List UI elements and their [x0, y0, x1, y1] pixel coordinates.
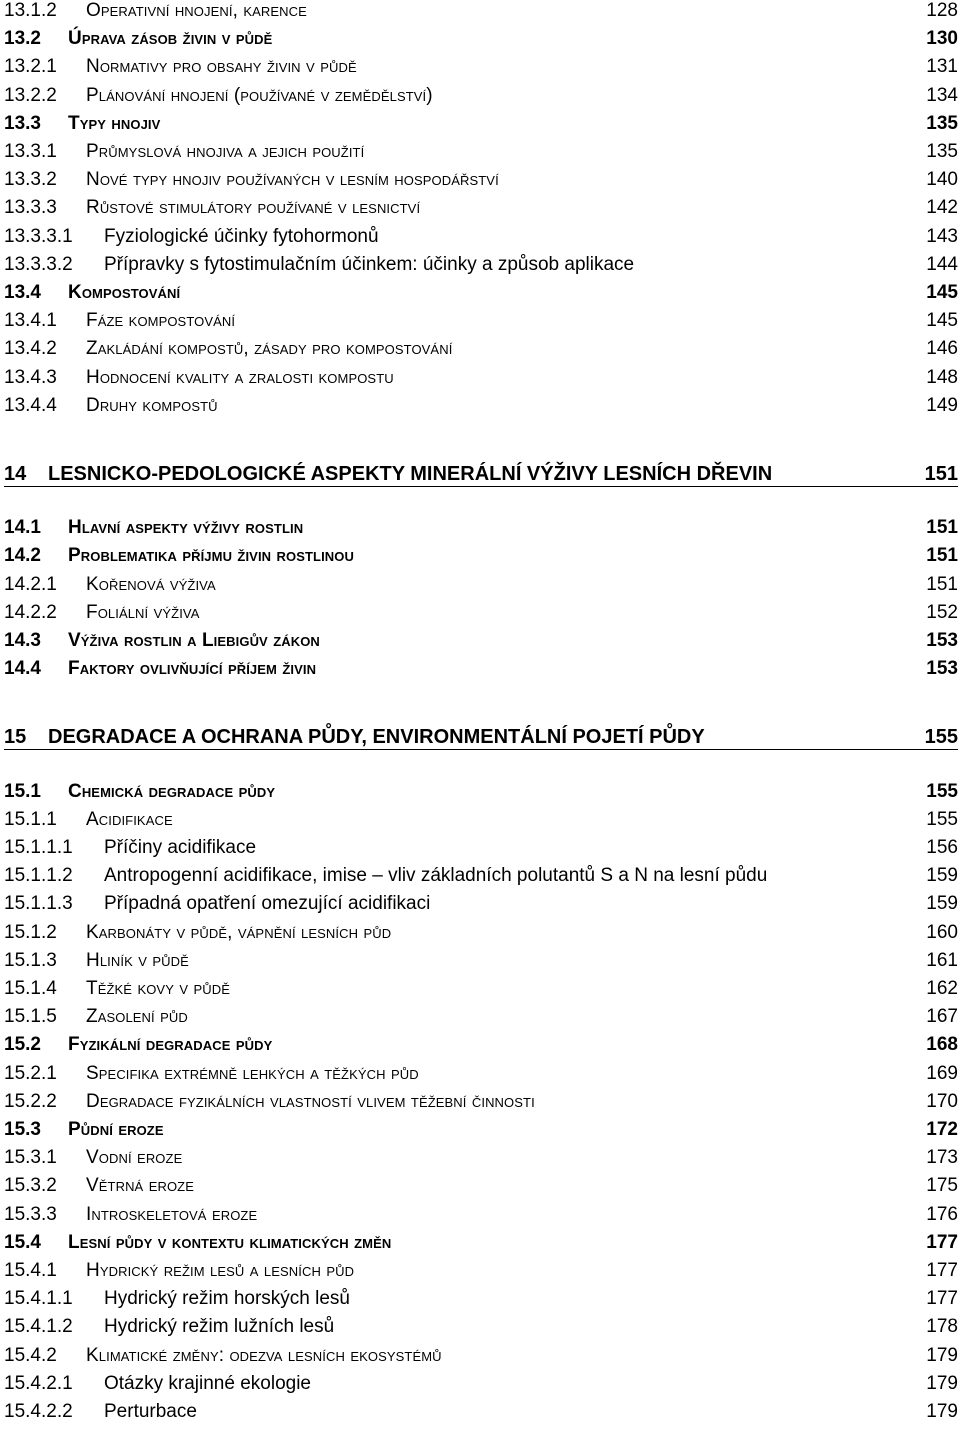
toc-entry[interactable]: [0, 82, 960, 110]
toc-entry[interactable]: [0, 53, 960, 81]
toc-entry-page-number: 135: [926, 141, 958, 162]
toc-entry-title: Těžké kovy v půdě: [86, 978, 231, 999]
toc-entry[interactable]: [0, 1088, 960, 1116]
toc-entry-page-number: 143: [926, 225, 958, 247]
toc-entry-title: Hlavní aspekty výživy rostlin: [68, 517, 304, 539]
toc-entry-number: 15.3.2: [4, 1175, 57, 1197]
toc-entry[interactable]: [0, 778, 960, 806]
toc-entry-number: 14.2: [4, 545, 41, 567]
toc-entry-page-number: 152: [926, 601, 958, 623]
toc-entry-number: 13.2.1: [4, 56, 57, 78]
toc-entry[interactable]: [0, 1201, 960, 1229]
toc-entry[interactable]: [0, 194, 960, 222]
toc-entry[interactable]: [0, 307, 960, 335]
toc-entry-page-number: 151: [926, 517, 958, 539]
toc-entry[interactable]: [0, 251, 960, 279]
toc-entry[interactable]: [0, 335, 960, 363]
toc-entry[interactable]: [0, 655, 960, 683]
toc-entry[interactable]: [0, 0, 960, 25]
toc-entry-title: Antropogenní acidifikace, imise – vliv základních polutantů S a N na lesní půdu: [104, 865, 768, 887]
toc-entry-title: Přípravky s fytostimulačním účinkem: účinky a způsob aplikace: [104, 253, 635, 275]
toc-entry-number: 15.1.4: [4, 978, 57, 999]
toc-entry-number: 15.1.2: [4, 921, 57, 943]
toc-entry[interactable]: [0, 627, 960, 655]
toc-entry-number: 15.4.2: [4, 1344, 57, 1366]
toc-entry-page-number: 151: [924, 463, 958, 485]
toc-entry-number: 15.4: [4, 1231, 41, 1253]
toc-entry-number: 14.2.1: [4, 573, 57, 595]
toc-entry-title: Vodní eroze: [86, 1147, 183, 1169]
toc-entry-title: Hliník v půdě: [86, 949, 189, 971]
toc-entry-number: 15.3.3: [4, 1203, 57, 1225]
toc-entry-title: Plánování hnojení (používané v zemědělství): [86, 84, 433, 106]
toc-entry-page-number: 155: [926, 808, 958, 830]
toc-entry-number: 15.4.1.1: [4, 1288, 73, 1310]
toc-entry-title: Chemická degradace půdy: [68, 780, 276, 802]
toc-entry-title: Kořenová výživa: [86, 573, 216, 595]
toc-entry-number: 15: [4, 726, 27, 749]
toc-entry-title: Karbonáty v půdě, vápnění lesních půd: [86, 921, 392, 943]
toc-entry-page-number: 145: [926, 310, 958, 332]
toc-entry[interactable]: [0, 862, 960, 890]
toc-entry-page-number: 145: [926, 282, 958, 303]
toc-entry-number: 15.1.1.2: [4, 865, 73, 887]
toc-entry-page-number: 153: [926, 658, 958, 680]
toc-entry-page-number: 176: [926, 1203, 958, 1225]
toc-entry-page-number: 155: [924, 726, 958, 749]
toc-entry-title: Průmyslová hnojiva a jejich použití: [86, 141, 365, 162]
toc-entry-page-number: 169: [926, 1062, 958, 1084]
toc-entry-page-number: 173: [926, 1147, 958, 1169]
toc-entry-page-number: 177: [926, 1288, 958, 1310]
toc-entry-title: Hodnocení kvality a zralosti kompostu: [86, 366, 394, 388]
toc-entry-title: Foliální výživa: [86, 601, 200, 623]
toc-entry-title: Případná opatření omezující acidifikaci: [104, 893, 431, 915]
toc-entry-number: 14: [4, 463, 27, 485]
toc-entry-title: Lesní půdy v kontextu klimatických změn: [68, 1231, 392, 1253]
toc-entry-page-number: 155: [926, 780, 958, 802]
toc-entry-title: Otázky krajinné ekologie: [104, 1372, 311, 1394]
toc-entry[interactable]: [0, 1229, 960, 1257]
toc-entry-page-number: 153: [926, 630, 958, 651]
toc-entry-number: 15.3.1: [4, 1147, 57, 1169]
toc-entry[interactable]: [0, 1313, 960, 1341]
toc-entry[interactable]: [0, 1172, 960, 1200]
toc-entry-title: Výživa rostlin a Liebigův zákon: [68, 630, 320, 651]
toc-entry-page-number: 151: [926, 545, 958, 567]
toc-entry-title: Hydrický režim lužních lesů: [104, 1316, 335, 1338]
toc-entry-number: 13.3.3.1: [4, 225, 73, 247]
toc-entry-number: 13.3.3.2: [4, 253, 73, 275]
toc-entry[interactable]: [0, 1060, 960, 1088]
toc-entry-title: Normativy pro obsahy živin v půdě: [86, 56, 357, 78]
toc-entry-number: 15.1.1.3: [4, 893, 73, 915]
toc-entry[interactable]: [0, 834, 960, 862]
toc-entry-number: 13.4.4: [4, 394, 57, 416]
toc-entry-number: 14.2.2: [4, 601, 57, 623]
toc-entry-page-number: 140: [926, 169, 958, 191]
toc-entry-number: 13.1.2: [4, 0, 57, 21]
toc-entry-number: 15.1.1.1: [4, 837, 73, 858]
toc-entry-title: Operativní hnojení, karence: [86, 0, 307, 21]
toc-entry[interactable]: [0, 514, 960, 542]
toc-entry-number: 15.4.1: [4, 1260, 57, 1281]
toc-entry-number: 14.4: [4, 658, 41, 680]
toc-entry[interactable]: [0, 1398, 960, 1426]
toc-entry-number: 13.3: [4, 112, 41, 134]
toc-entry-title: Druhy kompostů: [86, 394, 218, 416]
toc-entry[interactable]: [0, 1116, 960, 1144]
toc-entry-number: 15.1.3: [4, 949, 57, 971]
toc-entry-title: Specifika extrémně lehkých a těžkých půd: [86, 1062, 419, 1084]
toc-entry[interactable]: [0, 919, 960, 947]
toc-entry-number: 14.1: [4, 517, 41, 539]
toc-entry-number: 13.4: [4, 282, 41, 303]
toc-entry-page-number: 168: [926, 1034, 958, 1056]
toc-entry-page-number: 159: [926, 865, 958, 887]
toc-entry-number: 15.1.1: [4, 808, 57, 830]
chapter-underline: [4, 486, 958, 487]
chapter-underline: [4, 749, 958, 750]
toc-entry-title: Problematika příjmu živin rostlinou: [68, 545, 354, 567]
toc-entry-title: Perturbace: [104, 1401, 197, 1422]
toc-entry-title: Půdní eroze: [68, 1119, 164, 1140]
toc-entry-title: Fyziologické účinky fytohormonů: [104, 225, 379, 247]
toc-entry[interactable]: [0, 975, 960, 1003]
toc-entry-page-number: 162: [926, 978, 958, 999]
toc-entry-page-number: 175: [926, 1175, 958, 1197]
toc-entry-page-number: 170: [926, 1090, 958, 1112]
toc-entry-number: 13.3.2: [4, 169, 57, 191]
toc-entry[interactable]: [0, 279, 960, 307]
toc-entry-title: Zasolení půd: [86, 1006, 188, 1028]
toc-entry[interactable]: [0, 392, 960, 420]
toc-entry-page-number: 160: [926, 921, 958, 943]
toc-entry[interactable]: [0, 1031, 960, 1059]
toc-entry-page-number: 177: [926, 1260, 958, 1281]
toc-entry-title: Hydrický režim horských lesů: [104, 1288, 350, 1310]
toc-entry[interactable]: [0, 364, 960, 392]
toc-entry-page-number: 146: [926, 338, 958, 360]
toc-entry[interactable]: [0, 1342, 960, 1370]
toc-entry-title: Klimatické změny: odezva lesních ekosystémů: [86, 1344, 442, 1366]
toc-entry-title: Introskeletová eroze: [86, 1203, 258, 1225]
toc-entry-number: 13.2.2: [4, 84, 57, 106]
toc-entry-number: 15.2: [4, 1034, 41, 1056]
toc-entry-title: Typy hnojiv: [68, 112, 161, 134]
toc-entry-title: Příčiny acidifikace: [104, 837, 257, 858]
toc-entry-page-number: 134: [926, 84, 958, 106]
toc-entry-number: 15.4.2.1: [4, 1372, 73, 1394]
toc-entry-page-number: 135: [926, 112, 958, 134]
toc-entry-page-number: 144: [926, 253, 958, 275]
toc-entry-number: 15.2.1: [4, 1062, 57, 1084]
toc-entry-page-number: 156: [926, 837, 958, 858]
toc-entry[interactable]: [0, 542, 960, 570]
toc-entry-page-number: 159: [926, 893, 958, 915]
toc-entry-title: Hydrický režim lesů a lesních půd: [86, 1260, 355, 1281]
toc-entry[interactable]: [0, 1285, 960, 1313]
toc-entry-page-number: 172: [926, 1119, 958, 1140]
toc-entry-number: 15.1.5: [4, 1006, 57, 1028]
toc-entry[interactable]: [0, 890, 960, 918]
toc-entry[interactable]: [0, 166, 960, 194]
toc-entry[interactable]: [0, 223, 960, 251]
toc-entry-page-number: 161: [926, 949, 958, 971]
toc-entry-title: Růstové stimulátory používané v lesnictví: [86, 197, 421, 219]
toc-entry-page-number: 149: [926, 394, 958, 416]
toc-entry[interactable]: [0, 947, 960, 975]
toc-entry[interactable]: [0, 1257, 960, 1285]
toc-entry-page-number: 178: [926, 1316, 958, 1338]
toc-entry-number: 13.3.1: [4, 141, 57, 162]
toc-entry-number: 15.2.2: [4, 1090, 57, 1112]
toc-entry-page-number: 151: [926, 573, 958, 595]
toc-entry-number: 13.4.2: [4, 338, 57, 360]
toc-entry[interactable]: [0, 571, 960, 599]
toc-entry[interactable]: [0, 25, 960, 53]
toc-entry-number: 13.3.3: [4, 197, 57, 219]
toc-entry-number: 14.3: [4, 630, 41, 651]
toc-entry-page-number: 167: [926, 1006, 958, 1028]
toc-entry-title: Zakládání kompostů, zásady pro kompostování: [86, 338, 453, 360]
toc-entry[interactable]: [0, 1144, 960, 1172]
toc-entry-title: Nové typy hnojiv používaných v lesním hospodářství: [86, 169, 499, 191]
toc-entry-number: 13.4.1: [4, 310, 57, 332]
toc-entry-title: Faktory ovlivňující příjem živin: [68, 658, 317, 680]
toc-chapter-entry[interactable]: [0, 458, 960, 490]
toc-entry-page-number: 148: [926, 366, 958, 388]
toc-entry-title: Větrná eroze: [86, 1175, 194, 1197]
toc-entry-title: Degradace fyzikálních vlastností vlivem těžební činnosti: [86, 1090, 535, 1112]
toc-entry-title: Kompostování: [68, 282, 181, 303]
toc-entry[interactable]: [0, 1003, 960, 1031]
toc-entry-number: 15.4.1.2: [4, 1316, 73, 1338]
toc-entry[interactable]: [0, 110, 960, 138]
toc-entry-page-number: 142: [926, 197, 958, 219]
toc-entry-page-number: 179: [926, 1372, 958, 1394]
toc-entry-number: 13.4.3: [4, 366, 57, 388]
toc-entry-page-number: 131: [926, 56, 958, 78]
toc-entry-number: 13.2: [4, 28, 41, 50]
toc-entry-page-number: 179: [926, 1344, 958, 1366]
toc-entry-title: LESNICKO-PEDOLOGICKÉ ASPEKTY MINERÁLNÍ VÝŽIVY LESNÍCH DŘEVIN: [48, 463, 773, 485]
toc-entry-number: 15.4.2.2: [4, 1401, 73, 1422]
toc-entry-number: 15.1: [4, 780, 41, 802]
toc-entry-title: Fyzikální degradace půdy: [68, 1034, 273, 1056]
toc-entry-title: Fáze kompostování: [86, 310, 236, 332]
toc-entry-page-number: 130: [926, 28, 958, 50]
toc-entry[interactable]: [0, 138, 960, 166]
toc-entry-title: Úprava zásob živin v půdě: [68, 28, 273, 50]
toc-entry-title: Acidifikace: [86, 808, 173, 830]
toc-entry[interactable]: [0, 1370, 960, 1398]
toc-entry-page-number: 177: [926, 1231, 958, 1253]
toc-entry-title: DEGRADACE A OCHRANA PŮDY, ENVIRONMENTÁLNÍ POJETÍ PŮDY: [48, 726, 705, 749]
toc-entry[interactable]: [0, 806, 960, 834]
toc-entry-number: 15.3: [4, 1119, 41, 1140]
toc-chapter-entry[interactable]: [0, 721, 960, 753]
toc-entry-page-number: 179: [926, 1401, 958, 1422]
toc-entry-page-number: 128: [926, 0, 958, 21]
toc-entry[interactable]: [0, 599, 960, 627]
